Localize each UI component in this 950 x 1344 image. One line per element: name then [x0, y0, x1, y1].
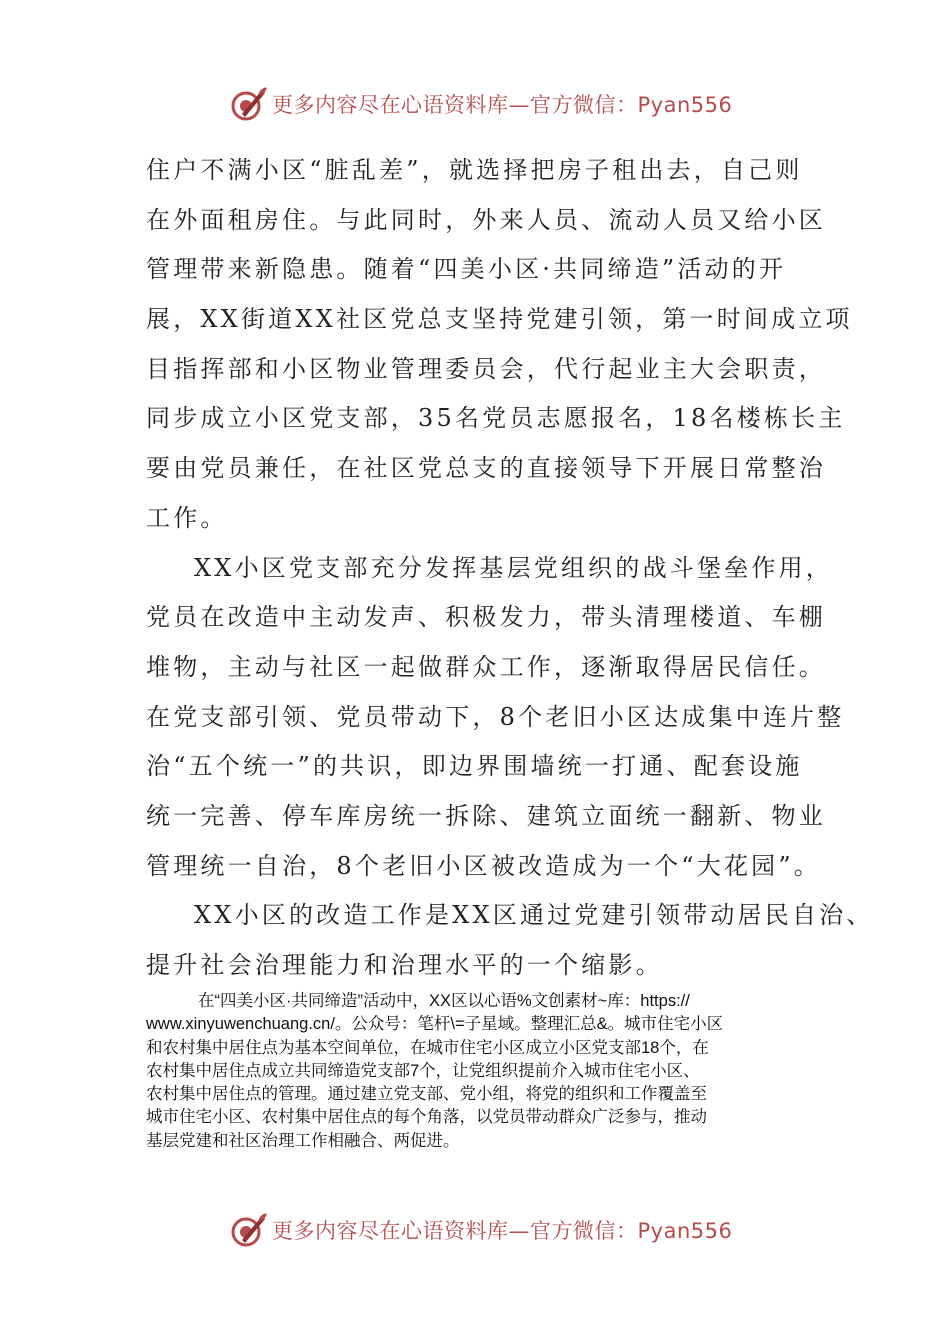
document-body: [146, 146, 874, 991]
body-line: 管理统一自治，8个老旧小区被改造成为一个“大花园”。: [146, 851, 822, 880]
body-line: 堆物，主动与社区一起做群众工作，逐渐取得居民信任。: [146, 652, 826, 681]
body-line: XX小区的改造工作是XX区通过党建引领带动居民自治、: [194, 901, 874, 930]
note-line: www.xinyuwenchuang.cn/。公众号：笔杆\=子星域。整理汇总&。城市住宅小区: [146, 1015, 724, 1034]
body-line: 在外面租房住。与此同时，外来人员、流动人员又给小区: [146, 205, 826, 234]
note-paragraph: [146, 990, 816, 1153]
footer-banner-text: 更多内容尽在心语资料库—官方微信：Pyan556: [272, 1219, 733, 1243]
note-line: 农村集中居住点的管理。通过建立党支部、党小组，将党的组织和工作覆盖至: [146, 1085, 707, 1104]
note-line: 在“四美小区·共同缔造”活动中，XX区以心语%文创素材~库：https://: [198, 992, 690, 1010]
body-line: 展，XX街道XX社区党总支坚持党建引领，第一时间成立项: [146, 305, 853, 334]
quill-seal-icon: [228, 84, 268, 124]
note-line: 基层党建和社区治理工作相融合、两促进。: [146, 1131, 460, 1150]
body-line: 治“五个统一”的共识，即边界围墙统一打通、配套设施: [146, 752, 803, 781]
body-line: 管理带来新隐患。随着“四美小区·共同缔造”活动的开: [146, 255, 787, 284]
body-line: 党员在改造中主动发声、积极发力，带头清理楼道、车棚: [146, 603, 826, 632]
body-line: 要由党员兼任，在社区党总支的直接领导下开展日常整治: [146, 454, 826, 483]
body-line: XX小区党支部充分发挥基层党组织的战斗堡垒作用，: [194, 553, 833, 582]
body-line: 同步成立小区党支部，35名党员志愿报名，18名楼栋长主: [146, 404, 846, 433]
body-line: 统一完善、停车库房统一拆除、建筑立面统一翻新、物业: [146, 801, 826, 830]
header-banner-text: 更多内容尽在心语资料库—官方微信：Pyan556: [272, 93, 733, 117]
footer-banner: [228, 1210, 732, 1250]
body-line: 提升社会治理能力和治理水平的一个缩影。: [146, 951, 663, 979]
body-line: 在党支部引领、党员带动下，8个老旧小区达成集中连片整: [146, 702, 845, 731]
body-line: 住户不满小区“脏乱差”，就选择把房子租出去，自己则: [146, 156, 803, 184]
note-line: 城市住宅小区、农村集中居住点的每个角落，以党员带动群众广泛参与，推动: [146, 1108, 707, 1127]
quill-seal-icon: [228, 1210, 268, 1250]
body-line: 目指挥部和小区物业管理委员会，代行起业主大会职责，: [146, 354, 826, 383]
note-line: 农村集中居住点成立共同缔造党支部7个，让党组织提前介入城市住宅小区、: [146, 1061, 700, 1080]
note-line: 和农村集中居住点为基本空间单位，在城市住宅小区成立小区党支部18个，在: [146, 1038, 709, 1057]
header-banner: [228, 84, 732, 124]
body-line: 工作。: [146, 503, 228, 532]
